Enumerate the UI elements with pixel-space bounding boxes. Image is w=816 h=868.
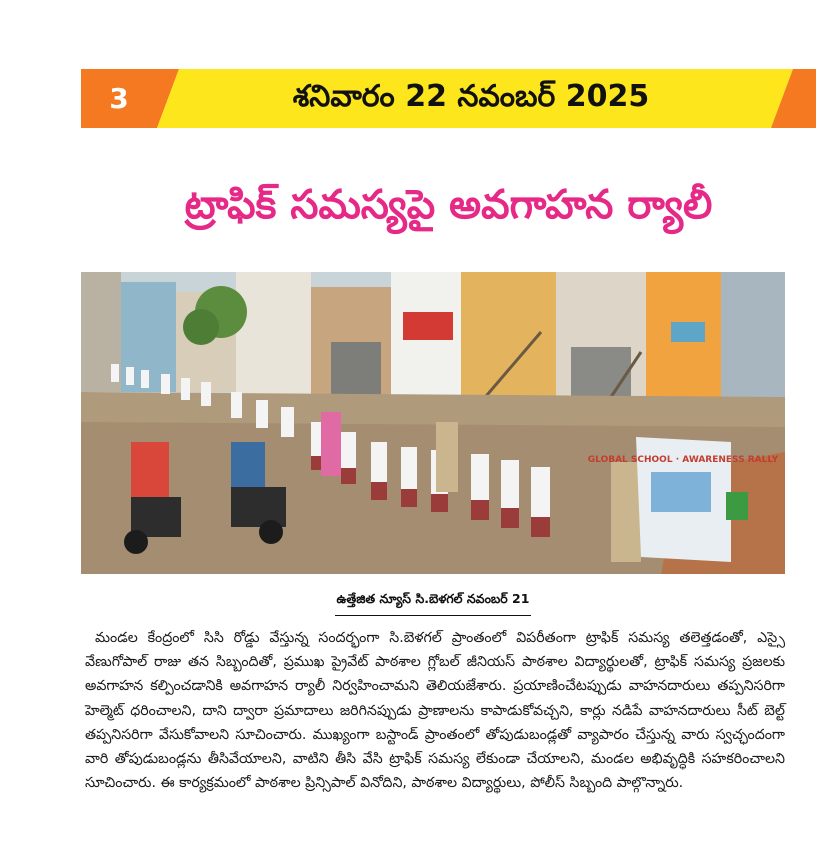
article-photo bbox=[81, 272, 785, 574]
banner-text: GLOBAL SCHOOL · AWARENESS RALLY bbox=[587, 455, 779, 465]
rally-photo-illustration bbox=[81, 272, 785, 574]
article-byline: ఉత్తేజిత న్యూస్ సి.బెళగల్ నవంబర్ 21 bbox=[335, 591, 532, 616]
issue-date: శనివారం 22 నవంబర్ 2025 bbox=[292, 79, 650, 114]
article-headline: ట్రాఫిక్ సమస్యపై అవగాహన ర్యాలీ bbox=[184, 182, 713, 228]
byline-wrap bbox=[81, 588, 785, 616]
page-header-band bbox=[81, 69, 816, 128]
page-number: 3 bbox=[109, 82, 129, 115]
article-body: మండల కేంద్రంలో సిసి రోడ్డు వేస్తున్న సందర్భంగా సి.బెళగల్ ప్రాంతంలో విపరీతంగా ట్రాఫిక్ సమస్య తలెత్తడంతో, ఎస్సై వేణుగోపాల్ రాజు తన సిబ్బందితో, ప్రముఖ ప్రైవేట్ పాఠశాల గ్లోబల్ జీనియస్ పాఠశాల విద్యార్థులతో, ట్రాఫిక్ సమస్య ప్రజలకు అవగాహన కల్పించడానికి అవగాహన ర్యాలీ నిర్వహించామని తెలియజేశారు. ప్రయాణించేటప్పుడు వాహనదారులు తప్పనిసరిగా హెల్మెట్ ధరించాలని, దాని ద్వారా ప్రమాదాలు జరిగినప్పుడు ప్రాణాలను కాపాడుకోవచ్చని, కార్లు నడిపే వాహనదారులు సీట్ బెల్ట్ తప్పనిసరిగా వేసుకోవాలని సూచించారు. ముఖ్యంగా బస్టాండ్ ప్రాంతంలో తోపుడుబండ్లతో వ్యాపారం చేస్తున్న వారు స్వచ్ఛందంగా వారి తోపుడుబండ్లను తీసివేయాలని, వాటిని తీసి వేసి ట్రాఫిక్ సమస్య లేకుండా చేయాలని, మండల అభివృద్ధికి సహకరించాలని సూచించారు. ఈ కార్యక్రమంలో పాఠశాల ప్రిన్సిపాల్ వినోదిని, పాఠశాల విద్యార్థులు, పోలీస్ సిబ్బంది పాల్గొన్నారు. bbox=[85, 630, 785, 792]
